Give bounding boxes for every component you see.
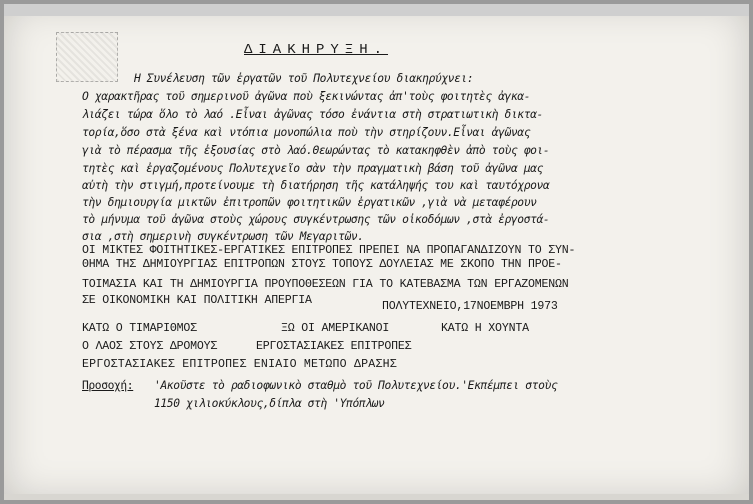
notice-label: Προσοχή: [82, 379, 134, 392]
body-line: τὸ μήνυμα τοῦ ἀγῶνα στοὺς χώρους συγκέντρωσης τῶν οἰκοδόμων ,στὰ ἐργοστά- [82, 213, 550, 226]
scan-bottom-edge [4, 494, 749, 500]
slogan: ΞΩ ΟΙ ΑΜΕΡΙΚΑΝΟΙ [281, 322, 390, 335]
body-line: γιὰ τὸ πέρασμα τῆς ἐξουσίας στὸ λαό.Θεωρώντας τὸ κατακηφθὲν ἀπὸ τοὺς φοι- [82, 144, 550, 157]
body-line: τητὲς καὶ ἐργαζομένους Πολυτεχνεῖο σὰν τὴν πραγματικὴ βάση τοῦ ἀγῶνα μας [82, 162, 543, 175]
body-line: αὐτὴ τὴν στιγμή,προτείνουμε τὴ διατήρηση τῆς κατάληψής του καὶ ταυτόχρονα [82, 179, 550, 192]
dateline: ΠΟΛΥΤΕΧΝΕΙΟ,17ΝΟΕΜΒΡΗ 1973 [382, 300, 558, 313]
body-line: λιάζει τώρα ὅλο τὸ λαό .Εἶναι ἀγῶνας τόσο ἐνάντια στὴ στρατιωτικὴ δικτα- [82, 108, 543, 121]
document-body [4, 4, 749, 500]
body-line: τὴν δημιουργία μικτῶν ἐπιτροπῶν φοιτητικῶν ἐργατικῶν ,γιὰ νὰ μεταφέρουν [82, 196, 537, 209]
caps-line: ΣΕ ΟΙΚΟΝΟΜΙΚΗ ΚΑΙ ΠΟΛΙΤΙΚΗ ΑΠΕΡΓΙΑ [82, 294, 312, 307]
body-line: Ο χαρακτῆρας τοῦ σημερινοῦ ἀγῶνα ποὺ ξεκινώντας ἀπ'τοὺς φοιτητὲς ἀγκα- [82, 90, 531, 103]
slogan: ΚΑΤΩ Ο ΤΙΜΑΡΙΘΜΟΣ [82, 322, 197, 335]
slogan: ΕΡΓΟΣΤΑΣΙΑΚΕΣ ΕΠΙΤΡΟΠΕΣ [256, 340, 412, 353]
document-title: ΔΙΑΚΗΡΥΞΗ. [244, 42, 389, 58]
notice-line: 1150 χιλιοκύκλους,δίπλα στὴ 'Υπόπλων [154, 397, 385, 410]
caps-line: ΤΟΙΜΑΣΙΑ ΚΑΙ ΤΗ ΔΗΜΙΟΥΡΓΙΑ ΠΡΟΥΠΟΘΕΣΕΩΝ ΓΙΑ ΤΟ ΚΑΤΕΒΑΣΜΑ ΤΩΝ ΕΡΓΑΖΟΜΕΝΩΝ [82, 278, 569, 291]
caps-line: ΟΙ ΜΙΚΤΕΣ ΦΟΙΤΗΤΙΚΕΣ-ΕΡΓΑΤΙΚΕΣ ΕΠΙΤΡΟΠΕΣ ΠΡΕΠΕΙ ΝΑ ΠΡΟΠΑΓΑΝΔΙΖΟΥΝ ΤΟ ΣΥΝ- [82, 244, 576, 257]
body-line: σια ,στὴ σημερινὴ συγκέντρωση τῶν Μεγαριτῶν. [82, 230, 364, 243]
slogan: ΚΑΤΩ Η ΧΟΥΝΤΑ [441, 322, 529, 335]
caps-line: ΘΗΜΑ ΤΗΣ ΔΗΜΙΟΥΡΓΙΑΣ ΕΠΙΤΡΟΠΩΝ ΣΤΟΥΣ ΤΟΠΟΥΣ ΔΟΥΛΕΙΑΣ ΜΕ ΣΚΟΠΟ ΤΗΝ ΠΡΟΕ- [82, 258, 562, 271]
body-line: Η Συνέλευση τῶν ἐργατῶν τοῦ Πολυτεχνείου διακηρύχνει: [134, 72, 474, 85]
document-paper [4, 4, 749, 500]
notice-line: 'Ακοῦστε τὸ ραδιοφωνικὸ σταθμὸ τοῦ Πολυτεχνείου.'Εκπέμπει στοὺς [154, 379, 558, 392]
body-line: τορία,ὅσο στὰ ξένα καὶ ντόπια μονοπώλια ποὺ τὴν στηρίζουν.Εἶναι ἀγῶνας [82, 126, 531, 139]
slogan: Ο ΛΑΟΣ ΣΤΟΥΣ ΔΡΟΜΟΥΣ [82, 340, 218, 353]
slogan-closing: ΕΡΓΟΣΤΑΣΙΑΚΕΣ ΕΠΙΤΡΟΠΕΣ ΕΝΙΑΙΟ ΜΕΤΩΠΟ ΔΡΑΣΗΣ [82, 358, 397, 371]
